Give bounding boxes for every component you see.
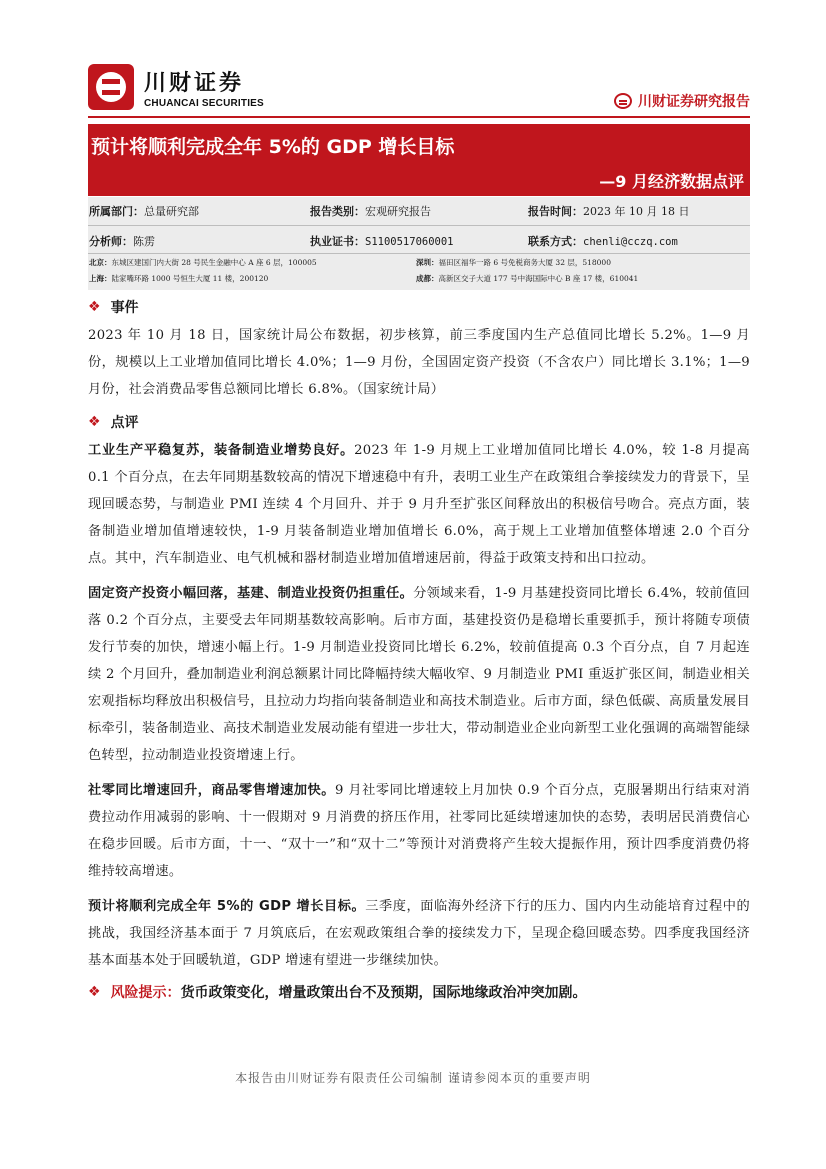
- cert-value: S1100517060001: [365, 236, 454, 248]
- logo-en-text: CHUANCAI SECURITIES: [144, 98, 264, 109]
- risk-text: 货币政策变化，增量政策出台不及预期，国际地缘政治冲突加剧。: [180, 985, 587, 1001]
- retail-lead: 社零同比增速回升，商品零售增速加快。: [88, 783, 335, 798]
- retail-text: 9 月社零同比增速较上月加快 0.9 个百分点，克服暑期出行结束对消费拉动作用减弱的影响、十一假期对 9 月消费的挤压作用，社零同比延续增速加快的态势，表明居民消费信心在稳步回暖。后市方面，十一、“双十一”和“双十二”等预计对消费将产生较大提振作用，预计四季度消费仍将维持较高增速。: [88, 783, 750, 879]
- page-footer: 本报告由川财证券有限责任公司编制 谨请参阅本页的重要声明: [235, 1071, 591, 1085]
- risk-label: 风险提示：: [110, 985, 181, 1001]
- header-divider: [88, 116, 750, 118]
- dept-label: 所属部门：: [89, 205, 144, 218]
- category-value: 宏观研究报告: [365, 205, 431, 218]
- report-title: 预计将顺利完成全年 5%的 GDP 增长目标: [91, 136, 455, 158]
- investment-lead: 固定资产投资小幅回落，基建、制造业投资仍担重任。: [88, 586, 414, 601]
- title-banner: [88, 124, 750, 196]
- analyst-value: 陈雳: [133, 235, 155, 248]
- meta-divider: [88, 253, 750, 254]
- industry-text: 2023 年 1-9 月规上工业增加值同比增长 4.0%，较 1-8 月提高 0.1 个百分点，在去年同期基数较高的情况下增速稳中有升，表明工业生产在政策组合拳接续发力的背景下，呈现回暖态势，与制造业 PMI 连续 4 个月回升、并于 9 月升至扩张区间释放出的积极信号吻合。亮点方面，装备制造业增加值增速较快，1-9 月装备制造业增加值增长 6.0%，高于规上工业增加值整体增速 2.0 个百分点。其中，汽车制造业、电气机械和器材制造业增加值增速居前，得益于政策支持和出口拉动。: [88, 443, 750, 566]
- meta-row-1: [88, 199, 750, 223]
- report-body: [88, 292, 750, 1006]
- section-heading-event: [88, 292, 750, 322]
- address-shanghai: 上海：陆家嘴环路 1000 号恒生大厦 11 楼，200120: [89, 274, 269, 283]
- gdp-lead: 预计将顺利完成全年 5%的 GDP 增长目标。: [88, 899, 366, 914]
- report-tag-icon: [614, 93, 632, 109]
- event-paragraph: 2023 年 10 月 18 日，国家统计局公布数据，初步核算，前三季度国内生产总值同比增长 5.2%。1—9 月份，规模以上工业增加值同比增长 4.0%；1—9 月份，全国固定资产投资（不含农户）同比增长 3.1%；1—9 月份，社会消费品零售总额同比增长 6.8%。（国家统计局）: [88, 328, 750, 397]
- review-paragraph-investment: [88, 580, 750, 769]
- logo-mark-icon: [96, 72, 126, 102]
- category-label: 报告类别：: [310, 205, 365, 218]
- cert-label: 执业证书：: [310, 235, 365, 248]
- risk-warning: [88, 978, 750, 1006]
- company-logo: [88, 64, 134, 110]
- bullet-diamond-icon: ❖: [88, 414, 101, 430]
- meta-row-2: [88, 229, 750, 253]
- review-paragraph-gdp: [88, 893, 750, 974]
- section-heading-review: [88, 407, 750, 437]
- logo-cn-text: 川财证券: [144, 71, 245, 96]
- review-heading: 点评: [110, 415, 139, 431]
- event-heading: 事件: [110, 300, 139, 316]
- meta-divider: [88, 225, 750, 226]
- industry-lead: 工业生产平稳复苏，装备制造业增势良好。: [88, 443, 355, 458]
- address-beijing: 北京：东城区建国门内大街 28 号民生金融中心 A 座 6 层，100005: [89, 258, 317, 267]
- analyst-label: 分析师：: [89, 235, 133, 248]
- time-value: 2023 年 10 月 18 日: [583, 205, 690, 218]
- bullet-diamond-icon: ❖: [88, 984, 101, 1000]
- contact-email[interactable]: chenli@cczq.com: [583, 236, 678, 248]
- gdp-text: 三季度，面临海外经济下行的压力、国内内生动能培育过程中的挑战，我国经济基本面于 7 月筑底后，在宏观政策组合拳的接续发力下，呈现企稳回暖态势。四季度我国经济基本面基本处于回暖轨道，GDP 增速有望进一步继续加快。: [88, 899, 750, 968]
- address-chengdu: 成都：高新区交子大道 177 号中海国际中心 B 座 17 楼，610041: [416, 274, 639, 283]
- dept-value: 总量研究部: [144, 205, 199, 218]
- report-meta: [88, 197, 750, 290]
- report-tag: [614, 91, 750, 111]
- contact-label: 联系方式：: [528, 235, 583, 248]
- report-subtitle: —9 月经济数据点评: [599, 172, 744, 191]
- report-tag-label: 川财证券研究报告: [638, 94, 750, 110]
- time-label: 报告时间：: [528, 205, 583, 218]
- address-shenzhen: 深圳：福田区福华一路 6 号免税商务大厦 32 层，518000: [416, 258, 611, 267]
- review-paragraph-industry: [88, 437, 750, 572]
- investment-text: 分领域来看，1-9 月基建投资同比增长 6.4%，较前值回落 0.2 个百分点，主要受去年同期基数较高影响。后市方面，基建投资仍是稳增长重要抓手，预计将随专项债发行节奏的加快，增速小幅上行。1-9 月制造业投资同比增长 6.2%，较前值提高 0.3 个百分点，自 7 月起连续 2 个月回升，叠加制造业利润总额累计同比降幅持续大幅收窄、9 月制造业 PMI 重返扩张区间，制造业相关宏观指标均释放出积极信号，且拉动力均指向装备制造业和高技术制造业。后市方面，绿色低碳、高质量发展目标牵引，装备制造业、高技术制造业发展动能有望进一步壮大，带动制造业企业向新型工业化强调的高端智能绿色转型，拉动制造业投资增速上行。: [88, 586, 750, 763]
- bullet-diamond-icon: ❖: [88, 299, 101, 315]
- review-paragraph-retail: [88, 777, 750, 885]
